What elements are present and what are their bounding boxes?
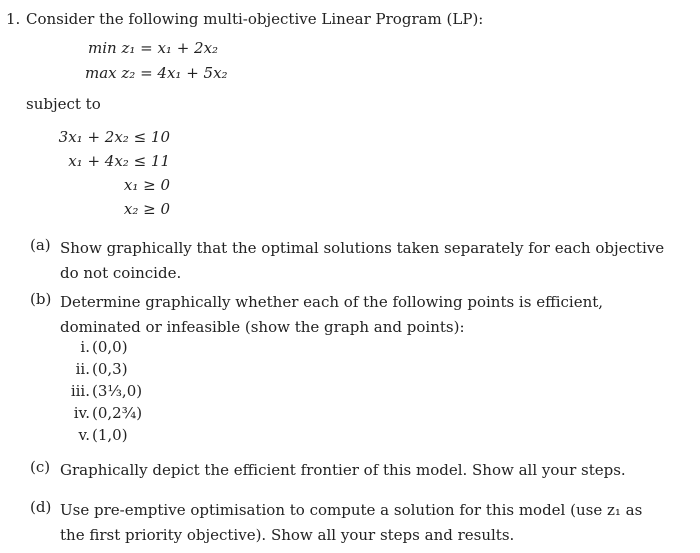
- part-c-label: (c): [30, 458, 51, 476]
- part-b-text: Determine graphically whether each of the following points is efficient, dominated or infeasible (show the graph and points):: [60, 293, 604, 336]
- question-intro: Consider the following multi-objective Linear Program (LP):: [26, 10, 484, 28]
- part-c-text: Graphically depict the efficient frontier of this model. Show all your steps.: [60, 461, 626, 479]
- question-number: 1.: [6, 10, 21, 28]
- constraint-3: x₁ ≥ 0: [123, 176, 170, 194]
- point-1-label: i.: [80, 338, 90, 356]
- point-2-value: (0,3): [92, 360, 128, 378]
- objective-max: max z₂ = 4x₁ + 5x₂: [85, 64, 228, 82]
- part-a-text: Show graphically that the optimal solutions taken separately for each objective do not coincide.: [60, 239, 665, 282]
- subject-to-label: subject to: [26, 95, 101, 113]
- constraint-4: x₂ ≥ 0: [123, 200, 170, 218]
- point-3-label: iii.: [70, 382, 90, 400]
- point-4-label: iv.: [73, 404, 90, 422]
- constraint-1: 3x₁ + 2x₂ ≤ 10: [58, 128, 170, 146]
- objective-min: min z₁ = x₁ + 2x₂: [88, 39, 219, 57]
- point-1-value: (0,0): [92, 338, 128, 356]
- point-5-value: (1,0): [92, 426, 128, 444]
- point-4-value: (0,2¾): [92, 404, 143, 422]
- constraint-2: x₁ + 4x₂ ≤ 11: [68, 152, 170, 170]
- point-2-label: ii.: [75, 360, 90, 378]
- part-a-label: (a): [30, 236, 51, 254]
- point-5-label: v.: [78, 426, 90, 444]
- part-d-label: (d): [30, 498, 52, 516]
- part-b-label: (b): [30, 290, 52, 308]
- part-d-text: Use pre-emptive optimisation to compute a solution for this model (use z₁ as the first priority objective). Show all your steps and results.: [60, 501, 643, 544]
- point-3-value: (3⅓,0): [92, 382, 143, 400]
